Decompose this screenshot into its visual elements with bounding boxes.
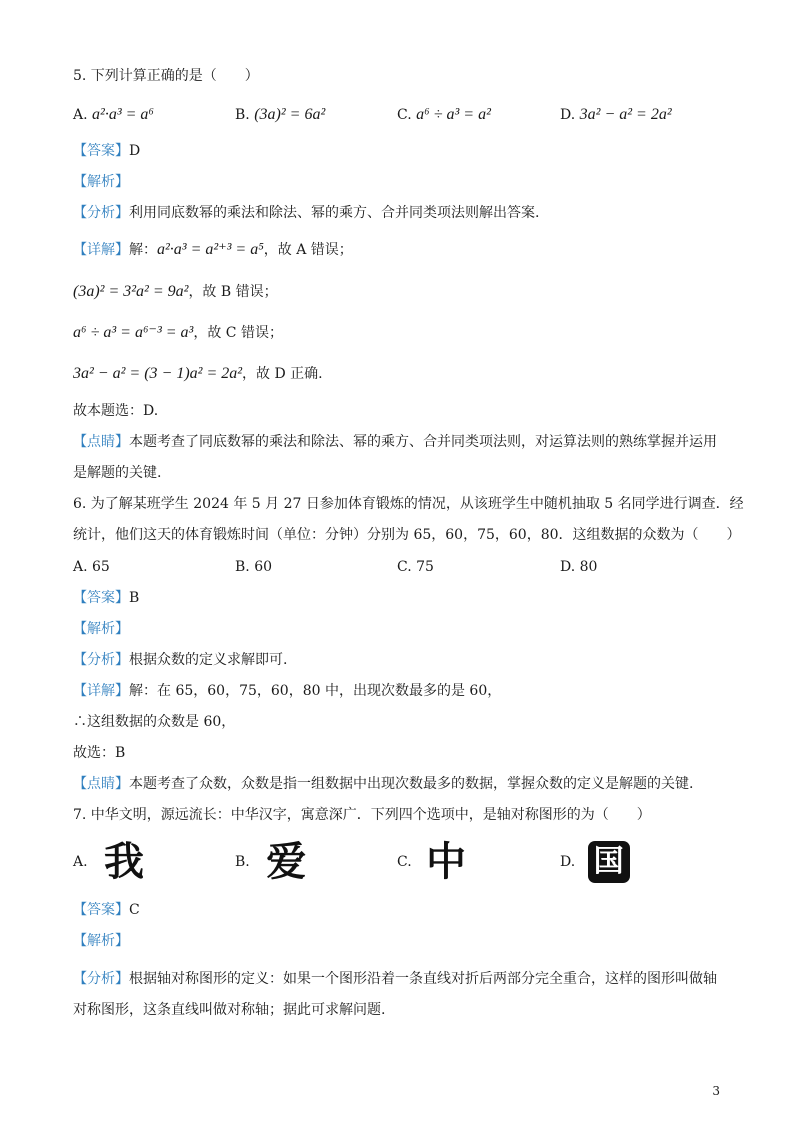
option-text: 80 [579, 559, 598, 575]
q5-option-c [397, 104, 491, 126]
detail-expr: 3a² − a² = (3 − 1)a² = 2a² [73, 365, 243, 382]
q5-stem: 5. 下列计算正确的是（ ） [73, 68, 259, 84]
option-text: 60 [254, 559, 273, 575]
option-label: B. [235, 854, 250, 870]
detail-expr: a²·a³ = a²⁺³ = a⁵ [157, 241, 264, 258]
q7-fenxi-cont: 对称图形，这条直线叫做对称轴；据此可求解问题. [73, 1002, 386, 1018]
q5-fenxi [73, 203, 539, 223]
dianjing-tag: 【点睛】 [73, 434, 129, 450]
q6-detail-2: ∴这组数据的众数是 60， [73, 714, 236, 730]
answer-value: B [129, 590, 140, 606]
option-label: C. [397, 854, 412, 870]
detail-prefix: 解： [129, 242, 157, 258]
dianjing-text: 本题考查了同底数幂的乘法和除法、幂的乘方、合并同类项法则，对运算法则的熟练掌握并运用 [129, 434, 717, 450]
page-number: 3 [712, 1084, 720, 1098]
option-label: B. [235, 107, 250, 123]
fenxi-tag: 【分析】 [73, 652, 129, 668]
q5-detail-line-4 [73, 364, 323, 384]
answer-tag: 【答案】 [73, 143, 129, 159]
q5-detail-line-1 [73, 240, 353, 260]
detail-tag: 【详解】 [73, 242, 129, 258]
option-text: 75 [416, 559, 434, 575]
q5-analysis-tag: 【解析】 [73, 174, 129, 190]
q7-option-c [397, 838, 466, 886]
q6-option-a [73, 556, 110, 578]
q5-detail-line-2 [73, 282, 278, 302]
q6-conclusion: 故选：B [73, 745, 126, 761]
option-label: D. [560, 107, 576, 123]
q5-option-a [73, 104, 154, 126]
q6-option-d [560, 556, 597, 578]
q7-answer [73, 900, 140, 920]
detail-note: ，故 A 错误； [263, 242, 353, 258]
q6-answer [73, 588, 139, 608]
q6-option-c [397, 556, 434, 578]
fenxi-tag: 【分析】 [73, 971, 129, 987]
q5-dianjing [73, 432, 717, 452]
option-expr: (3a)² = 6a² [254, 106, 326, 123]
q7-option-d [560, 838, 630, 886]
option-expr: 3a² − a² = 2a² [579, 106, 672, 123]
character-zhong-image: 中 [426, 839, 467, 885]
fenxi-tag: 【分析】 [73, 205, 129, 221]
answer-tag: 【答案】 [73, 590, 129, 606]
q6-dianjing [73, 774, 693, 794]
option-label: C. [397, 107, 412, 123]
option-label: A. [73, 559, 88, 575]
character-guo-image: 国 [588, 841, 630, 883]
option-label: B. [235, 559, 250, 575]
q6-option-b [235, 556, 272, 578]
answer-value: D [129, 143, 141, 159]
dianjing-tag: 【点睛】 [73, 776, 129, 792]
q5-option-b [235, 104, 325, 126]
q6-stem-line-2: 统计，他们这天的体育锻炼时间（单位：分钟）分别为 65，60，75，60，80．这组数据的众数为（ ） [73, 527, 741, 543]
dianjing-text: 本题考查了众数，众数是指一组数据中出现次数最多的数据，掌握众数的定义是解题的关键. [129, 776, 694, 792]
option-label: A. [73, 854, 88, 870]
q6-analysis-tag: 【解析】 [73, 621, 129, 637]
q7-fenxi [73, 969, 717, 989]
q7-option-a [73, 838, 144, 886]
character-wo-image: 我 [104, 839, 145, 885]
detail-note: ，故 B 错误； [188, 284, 278, 300]
option-text: 65 [92, 559, 110, 575]
q6-detail [73, 681, 501, 701]
answer-tag: 【答案】 [73, 902, 129, 918]
fenxi-text: 根据轴对称图形的定义：如果一个图形沿着一条直线对折后两部分完全重合，这样的图形叫做轴 [129, 971, 717, 987]
q5-option-d [560, 104, 672, 126]
fenxi-text: 根据众数的定义求解即可. [129, 652, 288, 668]
q7-stem: 7. 中华文明，源远流长：中华汉字，寓意深广．下列四个选项中，是轴对称图形的为（ ） [73, 807, 651, 823]
option-label: D. [560, 854, 576, 870]
detail-expr: (3a)² = 3²a² = 9a² [73, 283, 189, 300]
detail-note: ，故 D 正确. [242, 366, 323, 382]
detail-expr: a⁶ ÷ a³ = a⁶⁻³ = a³ [73, 324, 194, 341]
detail-note: ，故 C 错误； [193, 325, 283, 341]
q7-analysis-tag: 【解析】 [73, 933, 129, 949]
q6-stem-line-1: 6. 为了解某班学生 2024 年 5 月 27 日参加体育锻炼的情况，从该班学生中随机抽取 5 名同学进行调查．经 [73, 496, 744, 512]
q5-conclusion: 故本题选：D. [73, 403, 159, 419]
q5-detail-line-3 [73, 323, 283, 343]
option-label: A. [73, 107, 88, 123]
q6-fenxi [73, 650, 287, 670]
q5-dianjing-cont: 是解题的关键. [73, 465, 162, 481]
q5-answer [73, 141, 140, 161]
character-ai-image: 爱 [266, 839, 307, 885]
option-label: C. [397, 559, 412, 575]
option-expr: a²·a³ = a⁶ [92, 106, 154, 123]
detail-tag: 【详解】 [73, 683, 129, 699]
option-expr: a⁶ ÷ a³ = a² [416, 106, 491, 123]
answer-value: C [129, 902, 140, 918]
option-label: D. [560, 559, 576, 575]
q7-option-b [235, 838, 306, 886]
fenxi-text: 利用同底数幂的乘法和除法、幂的乘方、合并同类项法则解出答案. [129, 205, 540, 221]
detail-text: 解：在 65，60，75，60，80 中，出现次数最多的是 60， [129, 683, 502, 699]
